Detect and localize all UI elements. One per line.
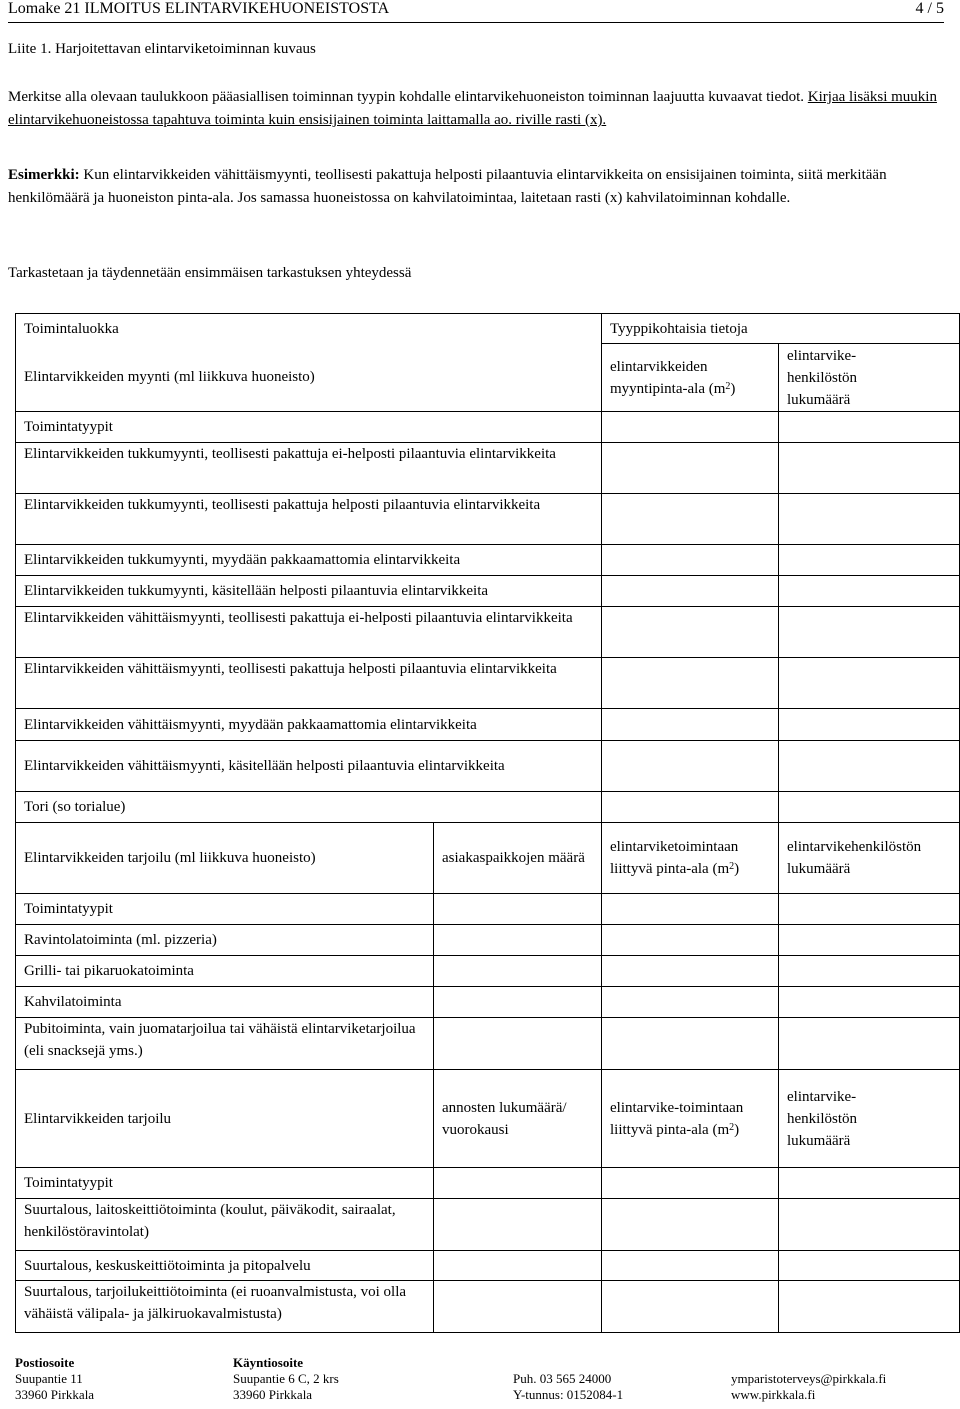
area-input[interactable] <box>602 1251 779 1281</box>
area-input[interactable] <box>602 925 779 956</box>
area-input[interactable] <box>602 1281 779 1333</box>
pinta-ala-header: elintarviketoimintaan liittyvä pinta-ala $(m^2)$ <box>602 823 779 894</box>
staff-input[interactable] <box>779 1018 960 1070</box>
henkiloston-header: elintarvike- henkilöstön lukumäärä <box>779 1070 960 1168</box>
toimintatyypit-label: Toimintatyypit <box>16 1168 434 1199</box>
visiting-address: Käyntiosoite Suupantie 6 C, 2 krs 33960 Pirkkala <box>233 1355 339 1402</box>
area-input[interactable] <box>602 956 779 987</box>
check-note: Tarkastetaan ja täydennetään ensimmäisen tarkastuksen yhteydessä <box>8 265 412 281</box>
henkilosto-header: elintarvikehenkilöstön lukumäärä <box>779 823 960 894</box>
postal-address: Postiosoite Suupantie 11 33960 Pirkkala <box>15 1355 95 1402</box>
tarjoilu-liikkuva-heading: Elintarvikkeiden tarjoilu (ml liikkuva huoneisto) <box>16 823 434 894</box>
table-row: Elintarvikkeiden tukkumyynti, teollisesti pakattuja ei-helposti pilaantuvia elintarvikkeita <box>16 443 602 494</box>
page-header <box>8 0 944 23</box>
staff-input[interactable] <box>779 792 960 823</box>
tyyppikohtaisia-header: Tyyppikohtaisia tietoja <box>602 314 960 344</box>
henkiloston-header: elintarvike- henkilöstön lukumäärä <box>779 344 960 412</box>
appendix-title: Liite 1. Harjoitettavan elintarviketoiminnan kuvaus <box>8 41 316 57</box>
intro-paragraph <box>8 86 948 132</box>
table-row: Pubitoiminta, vain juomatarjoilua tai vähäistä elintarviketarjoilua (eli snacksejä yms.) <box>16 1018 434 1070</box>
pinta-ala-header: elintarvike-toimintaan liittyvä pinta-ala $(m^2)$ <box>602 1070 779 1168</box>
form-title: Lomake 21 ILMOITUS ELINTARVIKEHUONEISTOSTA <box>8 0 390 17</box>
table-row: Grilli- tai pikaruokatoiminta <box>16 956 434 987</box>
myynti-heading: Elintarvikkeiden myynti (ml liikkuva huoneisto) <box>16 344 602 412</box>
example-paragraph <box>8 164 948 210</box>
seats-input[interactable] <box>434 987 602 1018</box>
table-row: Suurtalous, keskuskeittiötoiminta ja pitopalvelu <box>16 1251 434 1281</box>
area-input[interactable] <box>602 443 779 494</box>
seats-input[interactable] <box>434 1018 602 1070</box>
area-input[interactable] <box>602 607 779 658</box>
annosten-header: annosten lukumäärä/ vuorokausi <box>434 1070 602 1168</box>
area-input[interactable] <box>602 792 779 823</box>
staff-input[interactable] <box>779 545 960 576</box>
email-link[interactable]: ymparistoterveys@pirkkala.fi <box>731 1371 887 1386</box>
area-input[interactable] <box>602 1199 779 1251</box>
table-row: Tori (so torialue) <box>16 792 602 823</box>
table-row: Kahvilatoiminta <box>16 987 434 1018</box>
table-row: Elintarvikkeiden tukkumyynti, myydään pakkaamattomia elintarvikkeita <box>16 545 602 576</box>
portions-input[interactable] <box>434 1281 602 1333</box>
table-row: Elintarvikkeiden vähittäismyynti, teollisesti pakattuja ei-helposti pilaantuvia elintarvikkeita <box>16 607 602 658</box>
area-input[interactable] <box>602 576 779 607</box>
table-row: Elintarvikkeiden vähittäismyynti, myydään pakkaamattomia elintarvikkeita <box>16 709 602 741</box>
table-row: Elintarvikkeiden vähittäismyynti, teollisesti pakattuja helposti pilaantuvia elintarvikkeita <box>16 658 602 709</box>
asiakaspaikkojen-header: asiakaspaikkojen määrä <box>434 823 602 894</box>
staff-input[interactable] <box>779 956 960 987</box>
table-row: Elintarvikkeiden tukkumyynti, teollisesti pakattuja helposti pilaantuvia elintarvikkeita <box>16 494 602 545</box>
area-input[interactable] <box>602 987 779 1018</box>
toimintatyypit-label: Toimintatyypit <box>16 894 434 925</box>
table-row: Ravintolatoiminta (ml. pizzeria) <box>16 925 434 956</box>
toimintatyypit-label: Toimintatyypit <box>16 412 602 443</box>
table-row: Suurtalous, tarjoilukeittiötoiminta (ei ruoanvalmistusta, voi olla vähäistä välipala- ja jälkiruokavalmistusta) <box>16 1281 434 1333</box>
area-input[interactable] <box>602 741 779 792</box>
staff-input[interactable] <box>779 1199 960 1251</box>
seats-input[interactable] <box>434 925 602 956</box>
web-link[interactable]: www.pirkkala.fi <box>731 1387 816 1402</box>
area-input[interactable] <box>602 494 779 545</box>
area-input[interactable] <box>602 1018 779 1070</box>
staff-input[interactable] <box>779 494 960 545</box>
staff-input[interactable] <box>779 987 960 1018</box>
tarjoilu-heading: Elintarvikkeiden tarjoilu <box>16 1070 434 1168</box>
area-input[interactable] <box>602 658 779 709</box>
staff-input[interactable] <box>779 1281 960 1333</box>
area-input[interactable] <box>602 545 779 576</box>
staff-input[interactable] <box>779 925 960 956</box>
staff-input[interactable] <box>779 607 960 658</box>
table-row: Elintarvikkeiden vähittäismyynti, käsitellään helposti pilaantuvia elintarvikkeita <box>16 741 602 792</box>
activity-table <box>15 313 960 1333</box>
example-text: Kun elintarvikkeiden vähittäismyynti, teollisesti pakattuja helposti pilaantuvia elintarvikkeita on ensisijainen toiminta, siitä merkitään henkilömäärä ja huoneiston pinta-ala. Jos samassa huoneistossa on kahvilatoimintaa, laitetaan rasti (x) kahvilatoiminnan kohdalle. <box>8 167 887 206</box>
staff-input[interactable] <box>779 741 960 792</box>
contact-info <box>731 1371 886 1403</box>
staff-input[interactable] <box>779 658 960 709</box>
staff-input[interactable] <box>779 709 960 741</box>
table-row: Elintarvikkeiden tukkumyynti, käsitellään helposti pilaantuvia elintarvikkeita <box>16 576 602 607</box>
area-input[interactable] <box>602 709 779 741</box>
table-row: Suurtalous, laitoskeittiötoiminta (koulut, päiväkodit, sairaalat, henkilöstöravintolat) <box>16 1199 434 1251</box>
staff-input[interactable] <box>779 1251 960 1281</box>
portions-input[interactable] <box>434 1199 602 1251</box>
toimintaluokka-header: Toimintaluokka <box>16 314 602 344</box>
intro-bold: Merkitse alla olevaan taulukkoon pääasiallisen toiminnan tyypin kohdalle elintarvikehuoneiston toiminnan laajuutta kuvaavat tiedot. <box>8 89 805 105</box>
page-number: 4 / 5 <box>915 0 944 17</box>
portions-input[interactable] <box>434 1251 602 1281</box>
staff-input[interactable] <box>779 576 960 607</box>
intro-underline: Kirjaa lisäksi muukin elintarvikehuoneistossa tapahtuva toiminta kuin ensisijainen toiminta laittamalla ao. riville rasti (x). <box>8 89 937 128</box>
phone-info: Puh. 03 565 24000 Y-tunnus: 0152084-1 <box>513 1371 624 1402</box>
seats-input[interactable] <box>434 956 602 987</box>
myyntipinta-ala-header: elintarvikkeiden myyntipinta-ala $(m^2)$ <box>602 344 779 412</box>
example-label: Esimerkki: <box>8 167 80 183</box>
staff-input[interactable] <box>779 443 960 494</box>
